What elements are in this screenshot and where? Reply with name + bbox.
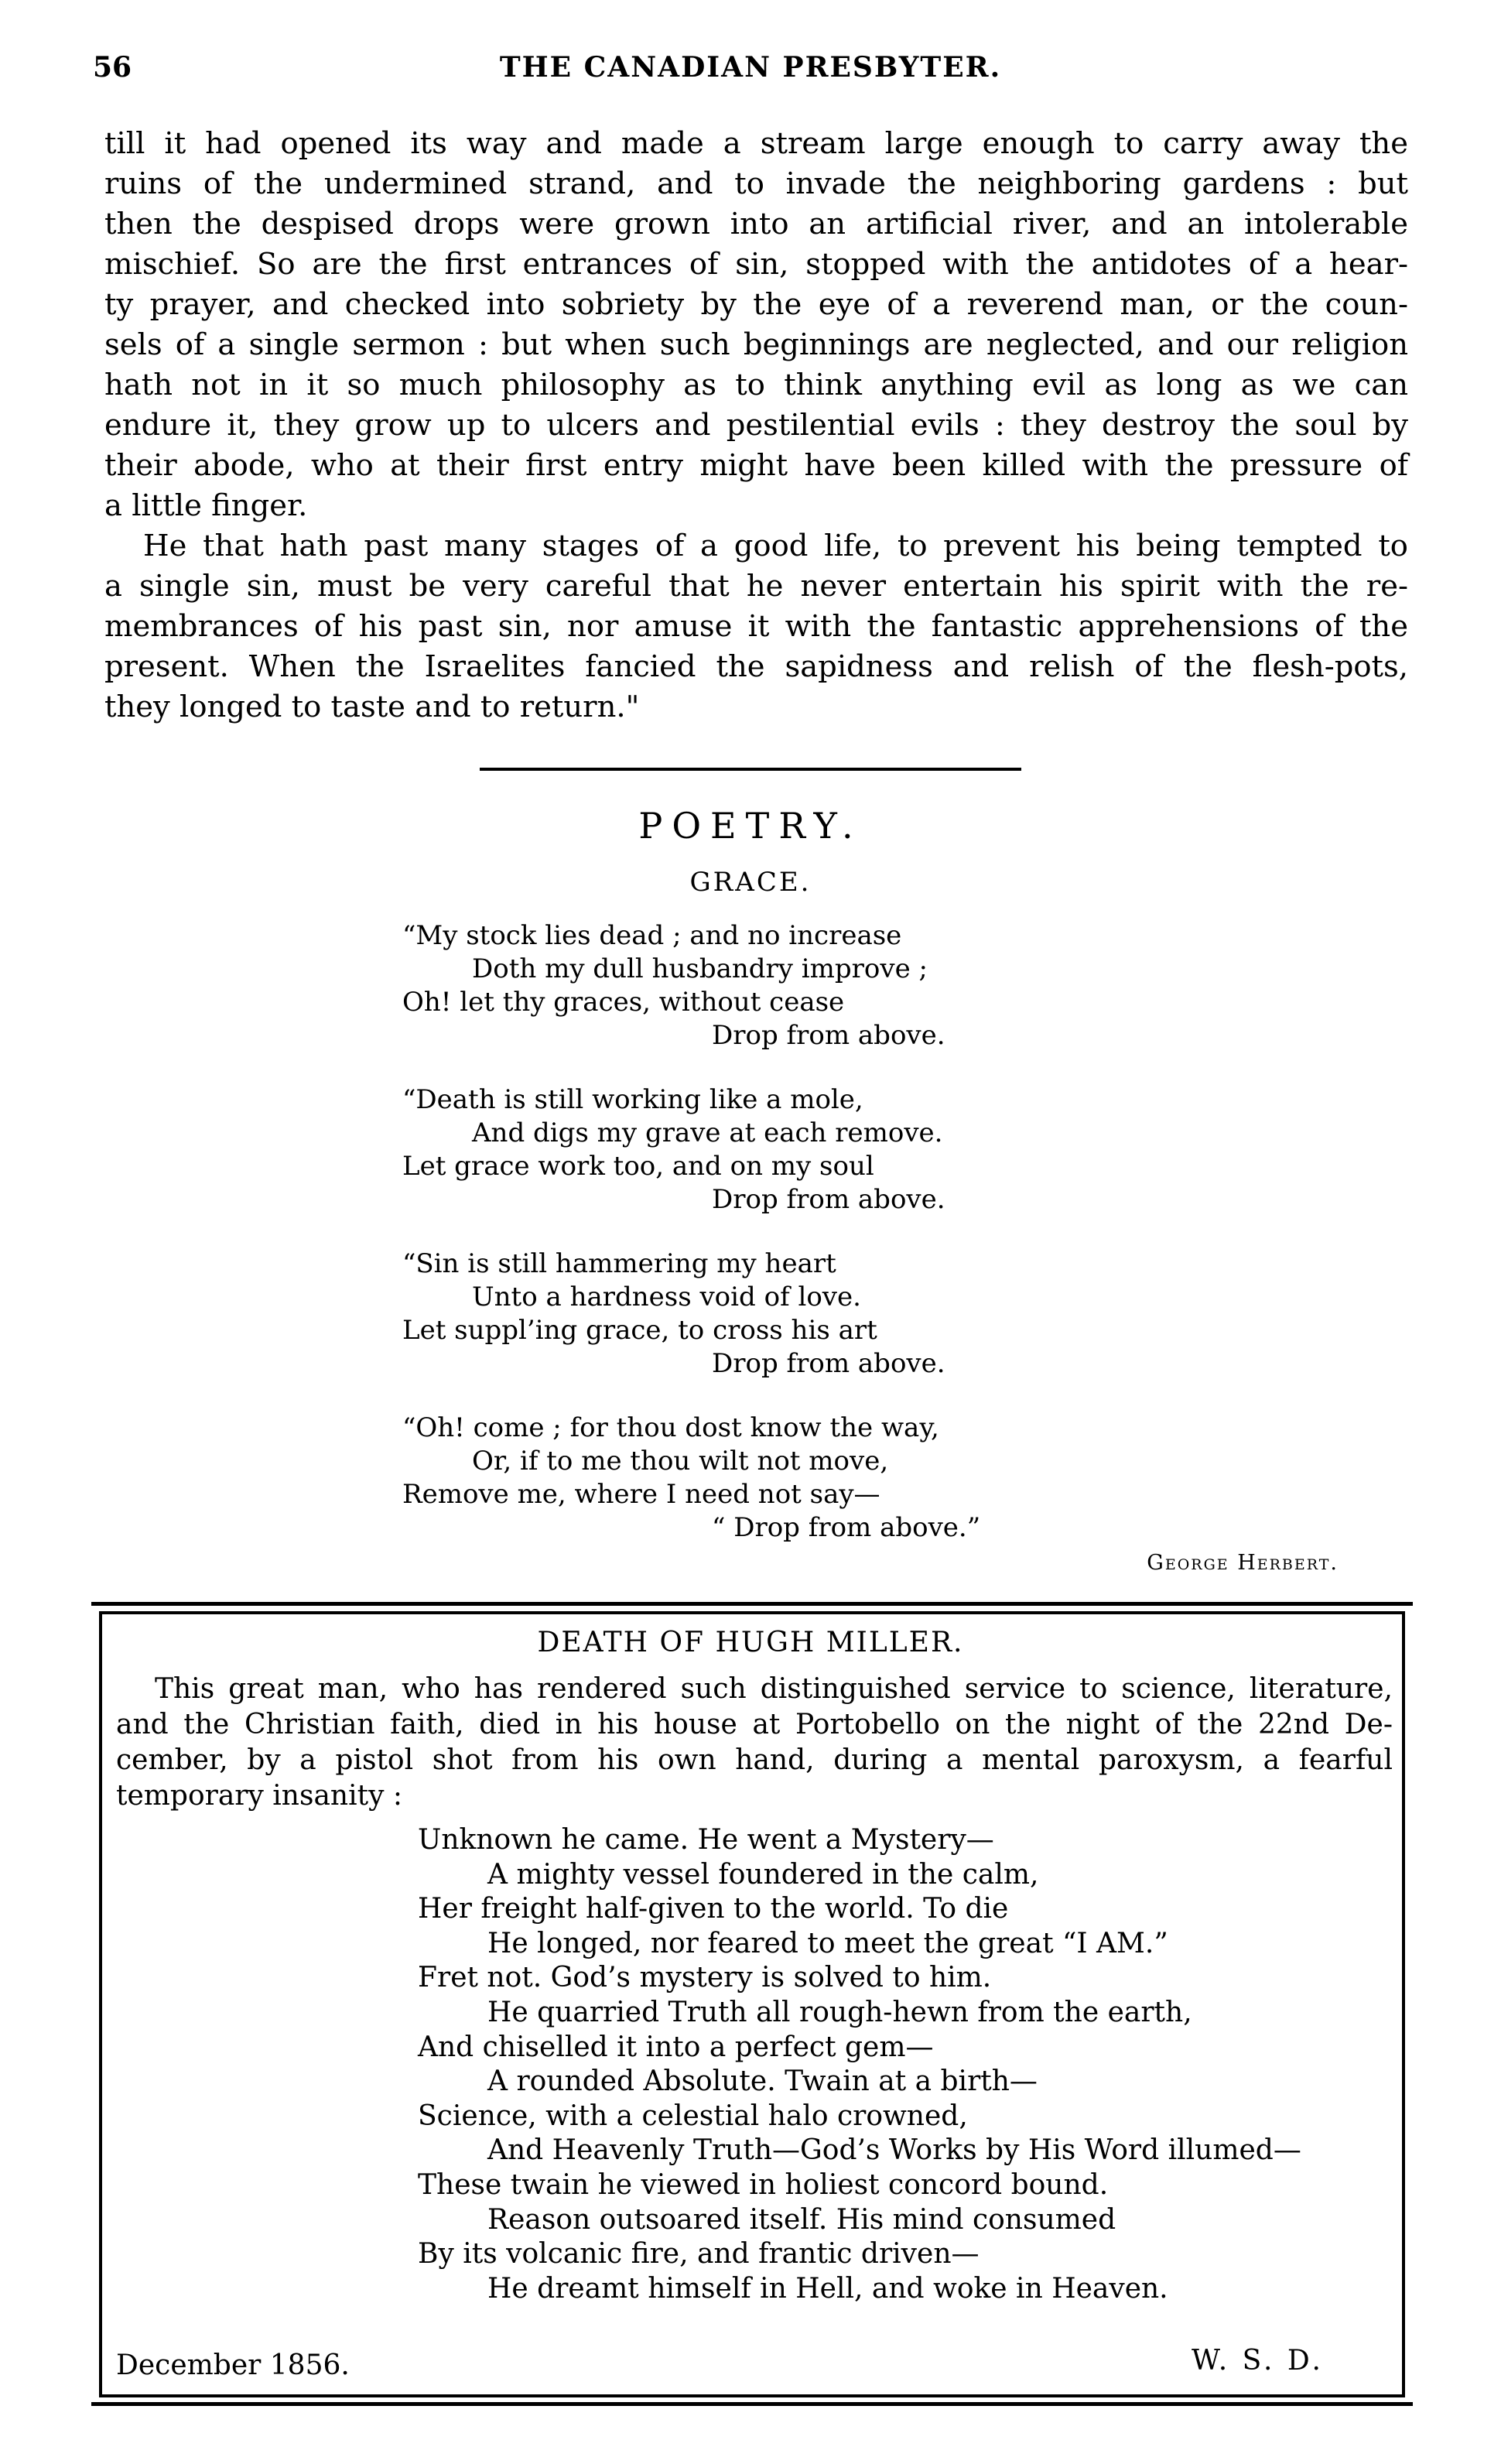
poem-line: And digs my grave at each remove. <box>472 1117 943 1148</box>
poetry-heading: POETRY. <box>638 805 863 847</box>
prose-line: they longed to taste and to return." <box>104 690 640 724</box>
intro-line: temporary insanity : <box>116 1780 403 1812</box>
poem-line: Or, if to me thou wilt not move, <box>472 1446 889 1477</box>
prose-line: their abode, who at their first entry might have been killed with the pressure of <box>104 448 1408 483</box>
poem-line: Science, with a celestial halo crowned, <box>418 2100 968 2132</box>
obituary-intro <box>116 1672 1393 1814</box>
poem-line: Drop from above. <box>712 1348 945 1379</box>
prose-line: He that hath past many stages of a good life, to prevent his being tempted to <box>143 529 1408 563</box>
poem-line: “Oh! come ; for thou dost know the way, <box>402 1412 939 1443</box>
intro-line: and the Christian faith, died in his house at Portobello on the night of the 22nd De- <box>116 1709 1393 1740</box>
poem-line: “Sin is still hammering my heart <box>402 1248 836 1279</box>
poem-line: Drop from above. <box>712 1184 945 1215</box>
page-number: 56 <box>93 51 132 84</box>
prose-line: ruins of the undermined strand, and to invade the neighboring gardens : but <box>104 166 1408 201</box>
poem-line: Remove me, where I need not say— <box>402 1479 880 1510</box>
prose-line: membrances of his past sin, nor amuse it with the fantastic apprehensions of the <box>104 609 1408 644</box>
obituary-date: December 1856. <box>116 2349 350 2381</box>
prose-line: endure it, they grow up to ulcers and pestilential evils : they destroy the soul by <box>104 408 1408 443</box>
poem-line: He longed, nor feared to meet the great “I AM.” <box>487 1927 1168 1959</box>
running-head: THE CANADIAN PRESBYTER. <box>499 51 1002 84</box>
poem-title: GRACE. <box>689 867 812 898</box>
poem-line: Fret not. God’s mystery is solved to him. <box>418 1962 992 1994</box>
poem-line: Reason outsoared itself. His mind consumed <box>487 2203 1116 2236</box>
poem-line: Drop from above. <box>712 1020 945 1051</box>
poem-line: Unknown he came. He went a Mystery— <box>418 1824 994 1856</box>
prose-line: hath not in it so much philosophy as to think anything evil as long as we can <box>104 368 1408 402</box>
poem-line: Let grace work too, and on my soul <box>402 1151 874 1182</box>
poem-line: By its volcanic fire, and frantic driven— <box>418 2238 980 2271</box>
section-divider <box>480 768 1021 771</box>
poem-line: “Death is still working like a mole, <box>402 1084 863 1115</box>
intro-line: cember, by a pistol shot from his own hand, during a mental paroxysm, a fearful <box>116 1744 1393 1776</box>
poem-line: Unto a hardness void of love. <box>472 1282 861 1312</box>
poem-line: A rounded Absolute. Twain at a birth— <box>487 2065 1038 2098</box>
poem-line: “ Drop from above.” <box>712 1512 981 1543</box>
poem-line: “My stock lies dead ; and no increase <box>402 920 902 951</box>
prose-line: ty prayer, and checked into sobriety by the eye of a reverend man, or the coun- <box>104 287 1408 322</box>
poem-line: Let suppl’ing grace, to cross his art <box>402 1315 877 1346</box>
poem-line: These twain he viewed in holiest concord bound. <box>418 2168 1109 2201</box>
poem-line: And chiselled it into a perfect gem— <box>418 2031 934 2063</box>
poem-line: Oh! let thy graces, without cease <box>402 987 845 1018</box>
prose-block <box>104 124 1408 727</box>
poem-line: A mighty vessel foundered in the calm, <box>487 1858 1039 1891</box>
poem-line: Her freight half-given to the world. To die <box>418 1893 1009 1925</box>
obituary-title: DEATH OF HUGH MILLER. <box>537 1627 964 1658</box>
poem-line: He dreamt himself in Hell, and woke in Heaven. <box>487 2272 1168 2305</box>
intro-line: This great man, who has rendered such distinguished service to science, literature, <box>155 1673 1393 1705</box>
box-top-rule <box>91 1602 1413 1606</box>
poem-line: He quarried Truth all rough-hewn from the earth, <box>487 1996 1192 2028</box>
prose-line: present. When the Israelites fancied the sapidness and relish of the flesh-pots, <box>104 649 1408 684</box>
prose-line: then the despised drops were grown into an artificial river, and an intolerable <box>104 207 1408 241</box>
prose-line: a little finger. <box>104 488 308 523</box>
prose-line: till it had opened its way and made a stream large enough to carry away the <box>104 126 1408 161</box>
obituary-poem <box>418 1823 1393 2306</box>
box-bottom-rule <box>91 2402 1413 2406</box>
page-header <box>93 51 1408 98</box>
prose-line: sels of a single sermon : but when such beginnings are neglected, and our religion <box>104 327 1408 362</box>
obituary-signature: W. S. D. <box>1192 2345 1324 2377</box>
poem-grace <box>402 919 1099 1545</box>
poem-line: Doth my dull husbandry improve ; <box>472 953 928 984</box>
prose-line: a single sin, must be very careful that he never entertain his spirit with the re- <box>104 569 1408 604</box>
poem-attribution: George Herbert. <box>1147 1551 1339 1575</box>
prose-line: mischief. So are the first entrances of sin, stopped with the antidotes of a hear- <box>104 247 1408 282</box>
poem-line: And Heavenly Truth—God’s Works by His Word illumed— <box>487 2134 1301 2167</box>
